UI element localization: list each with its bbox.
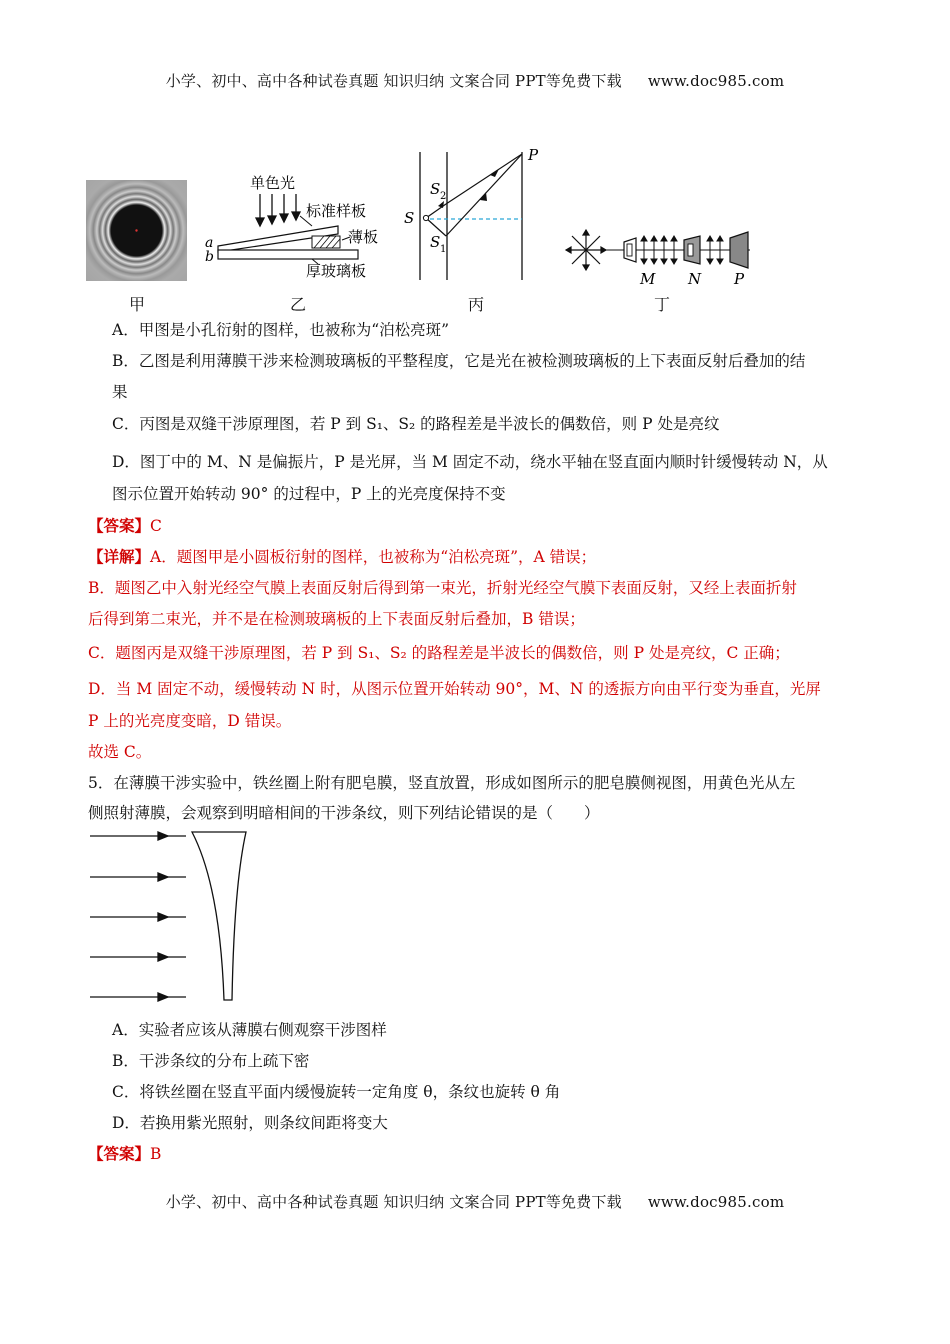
q4-detail-b-line1: B．题图乙中入射光经空气膜上表面反射后得到第一束光，折射光经空气膜下表面反射，又经上表面折射 — [88, 579, 797, 597]
label-monochromatic-light: 单色光 — [250, 174, 296, 192]
figure-yi-thin-film — [200, 170, 390, 282]
q4-detail-a — [88, 545, 596, 569]
q4-option-d-line2: 图示位置开始转动 90° 的过程中，P 上的光亮度保持不变 — [112, 485, 506, 503]
label-P: P — [528, 146, 539, 164]
q5-stem-line1: 5．在薄膜干涉实验中，铁丝圈上附有肥皂膜，竖直放置，形成如图所示的肥皂膜侧视图，用黄色光从左 — [88, 774, 796, 792]
label-M: M — [640, 270, 656, 288]
q4-option-a: A．甲图是小孔衍射的图样，也被称为“泊松亮斑” — [112, 321, 450, 339]
label-P-screen: P — [734, 270, 745, 288]
label-ding: 丁 — [654, 295, 671, 314]
header-url[interactable]: www.doc985.com — [647, 72, 785, 90]
footer-url[interactable]: www.doc985.com — [647, 1193, 785, 1211]
label-yi: 乙 — [290, 295, 307, 314]
q4-option-d-line1: D．图丁中的 M、N 是偏振片，P 是光屏，当 M 固定不动，绕水平轴在竖直面内顺时针缓慢转动 N，从 — [112, 453, 828, 471]
page-header — [0, 70, 950, 91]
q4-detail-b-line2: 后得到第二束光，并不是在检测玻璃板的上下表面反射后叠加，B 错误； — [88, 610, 585, 628]
label-jia: 甲 — [129, 295, 146, 314]
q5-option-b: B．干涉条纹的分布上疏下密 — [112, 1052, 310, 1070]
q5-answer-tag: 【答案】 — [88, 1144, 151, 1163]
label-thick-glass: 厚玻璃板 — [306, 262, 367, 280]
figure-jia-poisson-spot — [86, 180, 187, 281]
figure-ding-polarizers — [560, 220, 760, 292]
q5-stem-line2: 侧照射薄膜，会观察到明暗相间的干涉条纹，则下列结论错误的是（ ） — [88, 804, 600, 822]
q5-option-d: D．若换用紫光照射，则条纹间距将变大 — [112, 1114, 388, 1132]
figure-bing-double-slit — [400, 140, 550, 285]
label-N: N — [688, 270, 702, 288]
q4-detail-d-line1: D．当 M 固定不动，缓慢转动 N 时，从图示位置开始转动 90°，M、N 的透振方向由平行变为垂直，光屏 — [88, 680, 821, 698]
label-bing: 丙 — [468, 295, 485, 314]
label-standard-plate: 标准样板 — [306, 202, 367, 220]
q5-answer-value: B — [150, 1145, 162, 1163]
q4-option-b-line2: 果 — [112, 383, 128, 401]
label-S2: S — [430, 180, 441, 198]
label-thin-plate: 薄板 — [348, 228, 379, 246]
q4-answer-tag: 【答案】 — [88, 516, 151, 535]
q5-option-a: A．实验者应该从薄膜右侧观察干涉图样 — [112, 1021, 387, 1039]
label-S2-sub: 2 — [440, 191, 447, 202]
q4-option-c: C．丙图是双缝干涉原理图，若 P 到 S₁、S₂ 的路程差是半波长的偶数倍，则 P 处是亮纹 — [112, 415, 720, 433]
q4-detail-a-text: A．题图甲是小圆板衍射的图样，也被称为“泊松亮斑”，A 错误； — [150, 548, 597, 566]
q4-option-b-line1: B．乙图是利用薄膜干涉来检测玻璃板的平整程度，它是光在被检测玻璃板的上下表面反射后叠加的结 — [112, 352, 806, 370]
q4-answer-value: C — [150, 517, 162, 535]
q4-detail-c: C．题图丙是双缝干涉原理图，若 P 到 S₁、S₂ 的路程差是半波长的偶数倍，则 P 处是亮纹，C 正确； — [88, 644, 790, 662]
label-b: b — [205, 249, 214, 265]
q4-detail-d-line2: P 上的光亮度变暗，D 错误。 — [88, 712, 292, 730]
header-text: 小学、初中、高中各种试卷真题 知识归纳 文案合同 PPT等免费下载 — [165, 72, 622, 90]
label-S1-sub: 1 — [440, 244, 447, 255]
q5-option-c: C．将铁丝圈在竖直平面内缓慢旋转一定角度 θ，条纹也旋转 θ 角 — [112, 1083, 561, 1101]
figure-soap-film — [88, 826, 288, 1008]
page-footer — [0, 1191, 950, 1212]
label-S: S — [404, 209, 415, 227]
label-S1: S — [430, 233, 441, 251]
q4-detail-tag: 【详解】 — [88, 547, 151, 566]
q4-conclusion: 故选 C。 — [88, 743, 152, 761]
footer-text: 小学、初中、高中各种试卷真题 知识归纳 文案合同 PPT等免费下载 — [165, 1193, 622, 1211]
label-a: a — [205, 235, 214, 251]
q5-answer — [88, 1142, 161, 1166]
q4-answer — [88, 514, 162, 538]
